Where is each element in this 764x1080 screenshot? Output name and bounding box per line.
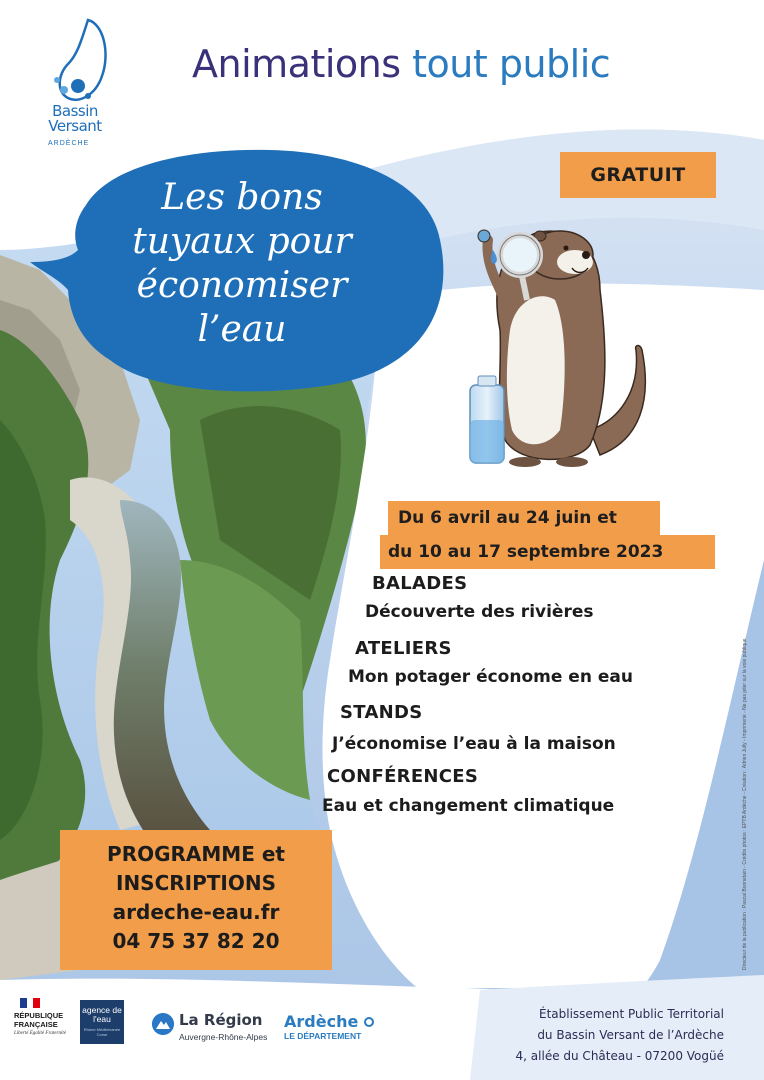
- agence-sub: Rhône Méditerranée Corse: [83, 1027, 121, 1037]
- title-part-2: tout public: [412, 42, 611, 86]
- title-part-1: Animations: [192, 42, 401, 86]
- activity-category-ateliers: ATELIERS: [355, 638, 452, 659]
- republique-label: RÉPUBLIQUE FRANÇAISE: [14, 1011, 64, 1029]
- date-line-2: du 10 au 17 septembre 2023: [380, 535, 715, 569]
- activity-category-conferences: CONFÉRENCES: [327, 766, 479, 787]
- date-line-1: Du 6 avril au 24 juin et: [388, 501, 660, 535]
- region-name: La Région: [179, 1011, 263, 1029]
- legal-mention: [742, 360, 754, 970]
- program-website-link[interactable]: ardeche-eau.fr: [112, 900, 280, 924]
- activity-title-ateliers: Mon potager économe en eau: [348, 667, 633, 687]
- dept-name: [284, 1012, 374, 1031]
- logo-name: [30, 104, 120, 134]
- french-flag-icon: [20, 998, 40, 1008]
- page-title: [192, 42, 610, 86]
- agence-label: agence de l'eau: [82, 1005, 122, 1024]
- activity-title-balades: Découverte des rivières: [365, 602, 594, 622]
- bubble-line-2: tuyaux pour: [132, 221, 352, 262]
- dept-name-text: Ardèche: [284, 1012, 359, 1031]
- program-line-1: PROGRAMME et: [107, 842, 285, 866]
- bubble-line-4: l’eau: [197, 309, 287, 350]
- republique-francaise-logo: [14, 998, 72, 1037]
- footer-line-3: 4, allée du Château - 07200 Vogüé: [515, 1049, 724, 1063]
- publisher-address: [496, 1004, 724, 1067]
- logo-line-1: Bassin: [52, 102, 98, 120]
- region-mountain-icon: [152, 1013, 174, 1035]
- dept-sub: LE DÉPARTEMENT: [284, 1031, 362, 1041]
- dept-wave-icon: [364, 1017, 374, 1027]
- logo-line-2: Versant: [48, 117, 102, 135]
- footer-line-1: Établissement Public Territorial: [538, 1007, 724, 1021]
- legal-text: Directeur de la publication : Pascal Bonnetain - Crédits photos : EPTB Ardèche - Création : Adrien Jully - Imprimerie - Ne pas jeter sur la voie publique: [742, 638, 748, 970]
- program-line-2: INSCRIPTIONS: [116, 871, 276, 895]
- bubble-heading: [88, 176, 396, 352]
- agence-eau-logo: [80, 1000, 124, 1044]
- free-badge: GRATUIT: [560, 152, 716, 198]
- activity-title-stands: J’économise l’eau à la maison: [332, 734, 616, 754]
- activity-title-conferences: Eau et changement climatique: [322, 796, 615, 816]
- activity-category-stands: STANDS: [340, 702, 423, 723]
- logo-sub: ARDÈCHE: [48, 140, 90, 147]
- bubble-line-1: Les bons: [161, 177, 323, 218]
- republique-motto: Liberté Égalité Fraternité: [14, 1031, 66, 1036]
- departement-logo: [284, 1012, 374, 1041]
- activity-category-balades: BALADES: [372, 573, 468, 594]
- footer-line-2: du Bassin Versant de l’Ardèche: [537, 1028, 724, 1042]
- program-phone[interactable]: 04 75 37 82 20: [112, 929, 280, 953]
- region-sub: Auvergne-Rhône-Alpes: [179, 1032, 268, 1042]
- program-box: [60, 830, 332, 970]
- bubble-line-3: économiser: [136, 265, 348, 306]
